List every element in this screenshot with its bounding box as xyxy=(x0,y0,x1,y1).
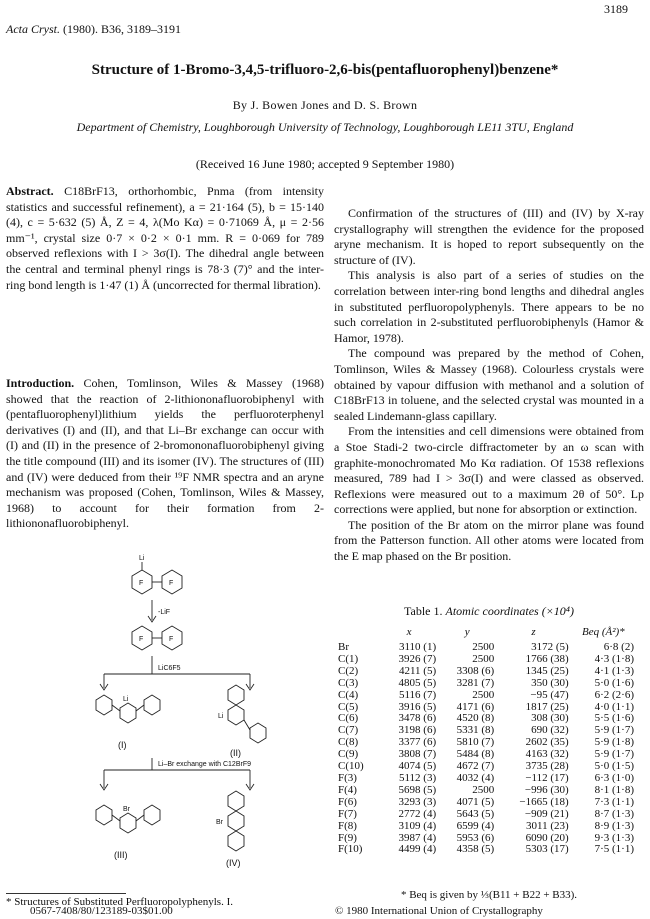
compound-II-label: (II) xyxy=(230,748,241,758)
table-row xyxy=(336,797,636,809)
ring-f-1: F xyxy=(139,580,144,587)
coordinate-cell: 350 (30) xyxy=(531,676,569,689)
coordinate-cell: 4·0 (1·1) xyxy=(594,700,634,713)
coordinate-cell: 3281 (7) xyxy=(456,676,495,689)
table-row xyxy=(336,809,636,821)
coordinate-cell: 5116 (7) xyxy=(398,688,437,701)
copyright: © 1980 International Union of Crystallography xyxy=(335,905,543,917)
coordinate-cell: 5112 (3) xyxy=(398,771,437,784)
column-z: z xyxy=(531,626,536,638)
coordinate-cell: 3293 (3) xyxy=(398,795,437,808)
table-row xyxy=(336,821,636,833)
journal-citation xyxy=(6,22,181,37)
scheme-structures xyxy=(96,562,266,851)
paragraph-intensities: From the intensities and cell dimensions were obtained from a Stoe Stadi-2 two-circle diffractometer by an ω scan with graphite-monochromated Mo Kα radiation. Of 1538 reflexions measured, 789 had I > 3σ(I) and were classed as observed. Reflexions were measured out to a maximum 2θ of 50°. Lp corrections were applied, but none for absorption or extinction. xyxy=(334,424,644,517)
table-row xyxy=(336,666,636,678)
journal-volume: (1980). B36, 3189–3191 xyxy=(63,22,181,36)
reaction-scheme-drawing xyxy=(90,548,310,898)
coordinate-cell: 8·9 (1·3) xyxy=(594,819,634,832)
atom-label: F(6) xyxy=(338,795,357,808)
step-1-label: -LiF xyxy=(158,609,171,616)
coordinate-cell: 690 (32) xyxy=(531,724,569,737)
coordinate-cell: 6·3 (1·0) xyxy=(594,771,634,784)
ring-IV-c xyxy=(228,831,244,851)
coordinate-cell: 3308 (6) xyxy=(456,664,495,677)
paragraph-correlation: This analysis is also part of a series of studies on the correlation between inter-ring bond lengths and dihedral angles in substituted perfluoropolyphenyls. There appears to be no such correlation in 2-substituted perfluorobiphenyls (Hamor & Hamor, 1978). xyxy=(334,268,644,345)
ring-I-a xyxy=(96,695,112,715)
coordinate-cell: 3735 (28) xyxy=(525,760,569,773)
coordinate-cell: 4211 (5) xyxy=(398,664,437,677)
coordinate-cell: 3926 (7) xyxy=(398,652,437,665)
atom-label: C(3) xyxy=(338,676,359,689)
article-title: Structure of 1-Bromo-3,4,5-trifluoro-2,6-bis(pentafluorophenyl)benzene* xyxy=(91,62,559,78)
coordinate-cell: 3011 (23) xyxy=(526,819,569,832)
coordinate-cell: 4·3 (1·8) xyxy=(594,652,634,665)
page-number: 3189 xyxy=(604,2,628,16)
table-row xyxy=(336,844,636,856)
coordinate-cell: 6·8 (2) xyxy=(603,641,634,653)
step-2-label: LiC6F5 xyxy=(158,665,181,672)
coordinate-cell: 5331 (8) xyxy=(456,724,495,737)
journal-name: Acta Cryst. xyxy=(6,22,60,36)
introduction-heading: Introduction. xyxy=(6,376,75,390)
coordinate-cell: 3478 (6) xyxy=(398,712,437,725)
coordinate-cell: 4520 (8) xyxy=(456,712,495,725)
atom-label: F(8) xyxy=(338,819,357,832)
atom-label: C(10) xyxy=(338,760,364,773)
article-authors: By J. Bowen Jones and D. S. Brown xyxy=(232,98,418,112)
atom-label: F(7) xyxy=(338,807,357,820)
step-3-label: Li–Br exchange with C12BrF9 xyxy=(158,761,251,768)
ring-III-c xyxy=(144,805,160,825)
coordinate-cell: 4805 (5) xyxy=(398,676,437,689)
coordinate-cell: 5·9 (1·8) xyxy=(594,736,634,749)
introduction-text: Cohen, Tomlinson, Wiles & Massey (1968) showed that the reaction of 2-lithiononafluorobiphenyl with (pentafluorophenyl)lithium yields the perfluoroterphenyl derivatives (I) and (II), and that Li–Br exchange can occur with (I) and (II) in the presence of 2-bromononafluorobiphenyl giving the title compound (III) and its isomer (IV). The structures of (III) and (IV) were deduced from their ¹⁹F NMR spectra and an aryne mechanism was proposed (Cohen, Tomlinson, Wiles & Massey, 1968) to account for their formation from 2-lithiononafluorobiphenyl. xyxy=(6,376,325,531)
table-row xyxy=(336,785,636,797)
coordinate-cell: 3172 (5) xyxy=(531,641,569,653)
atom-label: F(3) xyxy=(338,771,357,784)
coordinate-cell: 2500 xyxy=(472,641,495,653)
coordinate-cell: 2500 xyxy=(472,652,495,665)
coordinate-cell: 6090 (20) xyxy=(525,831,569,844)
coordinate-cell: 5953 (6) xyxy=(456,831,495,844)
coordinate-cell: 2772 (4) xyxy=(398,807,437,820)
atom-label: C(5) xyxy=(338,700,359,713)
compound-III-label: (III) xyxy=(114,850,128,860)
coordinate-cell: 5810 (7) xyxy=(456,736,495,749)
atom-label: C(1) xyxy=(338,652,359,665)
table-footnote: * Beq is given by ⅓(B11 + B22 + B33). xyxy=(400,889,578,901)
footnote-rule xyxy=(6,893,126,894)
coordinate-cell: 3198 (6) xyxy=(398,724,437,737)
coordinate-cell: 3808 (7) xyxy=(398,748,437,761)
coordinate-cell: 4171 (6) xyxy=(456,700,495,713)
coordinate-cell: −112 (17) xyxy=(525,771,569,784)
compound-IV-label: (IV) xyxy=(226,858,241,868)
atom-label: C(7) xyxy=(338,724,359,737)
coordinate-cell: 5643 (5) xyxy=(456,807,495,820)
coordinate-cell: −996 (30) xyxy=(524,783,569,796)
column-beq: Beq (Å²)* xyxy=(581,626,625,638)
paragraph-preparation: The compound was prepared by the method of Cohen, Tomlinson, Wiles & Massey (1968). Colourless crystals were obtained by vapour diffusion with methanol and a solution of C18BrF13 in toluene, and the selected crystal was mounted in a sealed Lindemann-glass capillary. xyxy=(334,346,644,423)
table-caption xyxy=(334,604,644,619)
table-body xyxy=(336,642,636,856)
reaction-scheme xyxy=(90,548,310,898)
atom-label: Br xyxy=(338,641,349,653)
coordinate-cell: 9·3 (1·3) xyxy=(594,831,634,844)
column-y: y xyxy=(464,626,470,638)
coordinate-cell: 4071 (5) xyxy=(456,795,495,808)
coordinate-cell: 3916 (5) xyxy=(398,700,437,713)
coordinate-cell: 4·1 (1·3) xyxy=(594,664,634,677)
coordinate-cell: 4163 (32) xyxy=(525,748,569,761)
atom-label: C(6) xyxy=(338,712,359,725)
coordinate-cell: 2500 xyxy=(472,688,495,701)
table-row xyxy=(336,678,636,690)
coordinate-cell: 308 (30) xyxy=(531,712,569,725)
atom-label: F(9) xyxy=(338,831,357,844)
li-label-I: Li xyxy=(123,696,129,703)
coordinate-cell: 7·5 (1·1) xyxy=(594,843,634,856)
title-footnote: * Structures of Substituted Perfluoropolyphenyls. I. xyxy=(6,896,234,908)
coordinate-cell: 8·1 (1·8) xyxy=(594,783,634,796)
coordinate-cell: 1345 (25) xyxy=(525,664,569,677)
ring-II-b xyxy=(228,705,244,725)
ring-II-a xyxy=(228,685,244,705)
coordinate-cell: 4358 (5) xyxy=(456,843,495,856)
coordinate-cell: 4074 (5) xyxy=(398,760,437,773)
atom-label: C(2) xyxy=(338,664,359,677)
abstract-text: C18BrF13, orthorhombic, Pnma (from intensity statistics and successful refinement), a = 21·164 (5), b = 15·140 (4), c = 5·632 (5) Å, Z = 4, λ(Mo Kα) = 0·71069 Å, μ = 2·56 mm⁻¹, crystal size 0·7 × 0·2 × 0·1 mm. R = 0·069 for 789 observed reflexions with I > 3σ(I). The dihedral angle between the central and terminal phenyl rings is 78·3 (7)° and the inter-ring bond length is 1·47 (1) Å (uncorrected for thermal libration). xyxy=(6,184,324,292)
ring-IV-a xyxy=(228,791,244,811)
paragraph-confirmation: Confirmation of the structures of (III) and (IV) by X-ray crystallography will strengthen the evidence for the proposed aryne mechanism. It is hoped to report subsequently on the structure of (IV). xyxy=(334,206,644,267)
br-label-IV: Br xyxy=(216,819,223,826)
coordinate-cell: 4499 (4) xyxy=(398,843,437,856)
coordinate-cell: 2500 xyxy=(472,783,495,796)
coordinate-cell: 5·0 (1·5) xyxy=(594,760,634,773)
coordinate-cell: 5698 (5) xyxy=(398,783,437,796)
coordinate-cell: 5·5 (1·6) xyxy=(594,712,634,725)
atom-label: C(8) xyxy=(338,736,359,749)
coordinate-cell: 5303 (17) xyxy=(525,843,569,856)
table-header-row xyxy=(336,626,636,642)
table-caption-title: Atomic coordinates (×10⁴) xyxy=(445,604,574,618)
right-column-text xyxy=(334,206,644,565)
compound-I-label: (I) xyxy=(118,740,127,750)
ring-IV-b xyxy=(228,811,244,831)
atom-label: C(9) xyxy=(338,748,359,761)
abstract-section xyxy=(6,184,324,293)
coordinate-cell: 5·9 (1·7) xyxy=(594,748,634,761)
coordinate-cell: 1766 (38) xyxy=(525,652,569,665)
column-x: x xyxy=(406,626,412,638)
scheme-text xyxy=(114,555,251,868)
atom-label: F(10) xyxy=(338,843,363,856)
issn: 0567-7408/80/123189-03$01.00 xyxy=(30,905,173,917)
coordinate-cell: 3110 (1) xyxy=(398,641,437,653)
atomic-coordinates-table xyxy=(336,626,636,856)
abstract-heading: Abstract. xyxy=(6,184,54,198)
received-dates: (Received 16 June 1980; accepted 9 September 1980) xyxy=(195,157,455,171)
ring-III-b xyxy=(120,813,136,833)
ring-II-c xyxy=(250,723,266,743)
coordinate-cell: 4032 (4) xyxy=(456,771,495,784)
li-label-top: Li xyxy=(139,555,145,562)
coordinate-cell: −1665 (18) xyxy=(519,795,569,808)
coordinate-cell: 2602 (35) xyxy=(525,736,569,749)
coordinate-cell: 3109 (4) xyxy=(398,819,437,832)
affiliation: Department of Chemistry, Loughborough University of Technology, Loughborough LE11 3TU, England xyxy=(76,120,574,134)
ring-III-a xyxy=(96,805,112,825)
coordinate-cell: 6599 (4) xyxy=(456,819,495,832)
ring-f-2: F xyxy=(169,580,174,587)
table-row xyxy=(336,690,636,702)
table-caption-prefix: Table 1. xyxy=(404,604,443,618)
coordinate-cell: 3377 (6) xyxy=(398,736,437,749)
coordinate-cell: 3987 (4) xyxy=(398,831,437,844)
paragraph-br-position: The position of the Br atom on the mirror plane was found from the Patterson function. All other atoms were located from the E map phased on the Br position. xyxy=(334,517,644,564)
coordinate-cell: 5·9 (1·7) xyxy=(594,724,634,737)
br-label-III: Br xyxy=(123,806,130,813)
ring-f-3: F xyxy=(139,636,144,643)
coordinate-cell: 5484 (8) xyxy=(456,748,495,761)
coordinate-cell: −95 (47) xyxy=(530,688,569,701)
coordinate-cell: 4672 (7) xyxy=(456,760,495,773)
ring-I-b xyxy=(120,703,136,723)
atom-label: C(4) xyxy=(338,688,359,701)
coordinate-cell: −909 (21) xyxy=(524,807,569,820)
atom-label: F(4) xyxy=(338,783,357,796)
coordinate-cell: 7·3 (1·1) xyxy=(594,795,634,808)
introduction-section xyxy=(6,376,324,532)
ring-I-c xyxy=(144,695,160,715)
coordinate-cell: 6·2 (2·6) xyxy=(594,688,634,701)
coordinate-cell: 1817 (25) xyxy=(525,700,569,713)
li-label-II: Li xyxy=(218,713,224,720)
coordinate-cell: 5·0 (1·6) xyxy=(594,676,634,689)
ring-f-4: F xyxy=(169,636,174,643)
coordinate-cell: 8·7 (1·3) xyxy=(594,807,634,820)
